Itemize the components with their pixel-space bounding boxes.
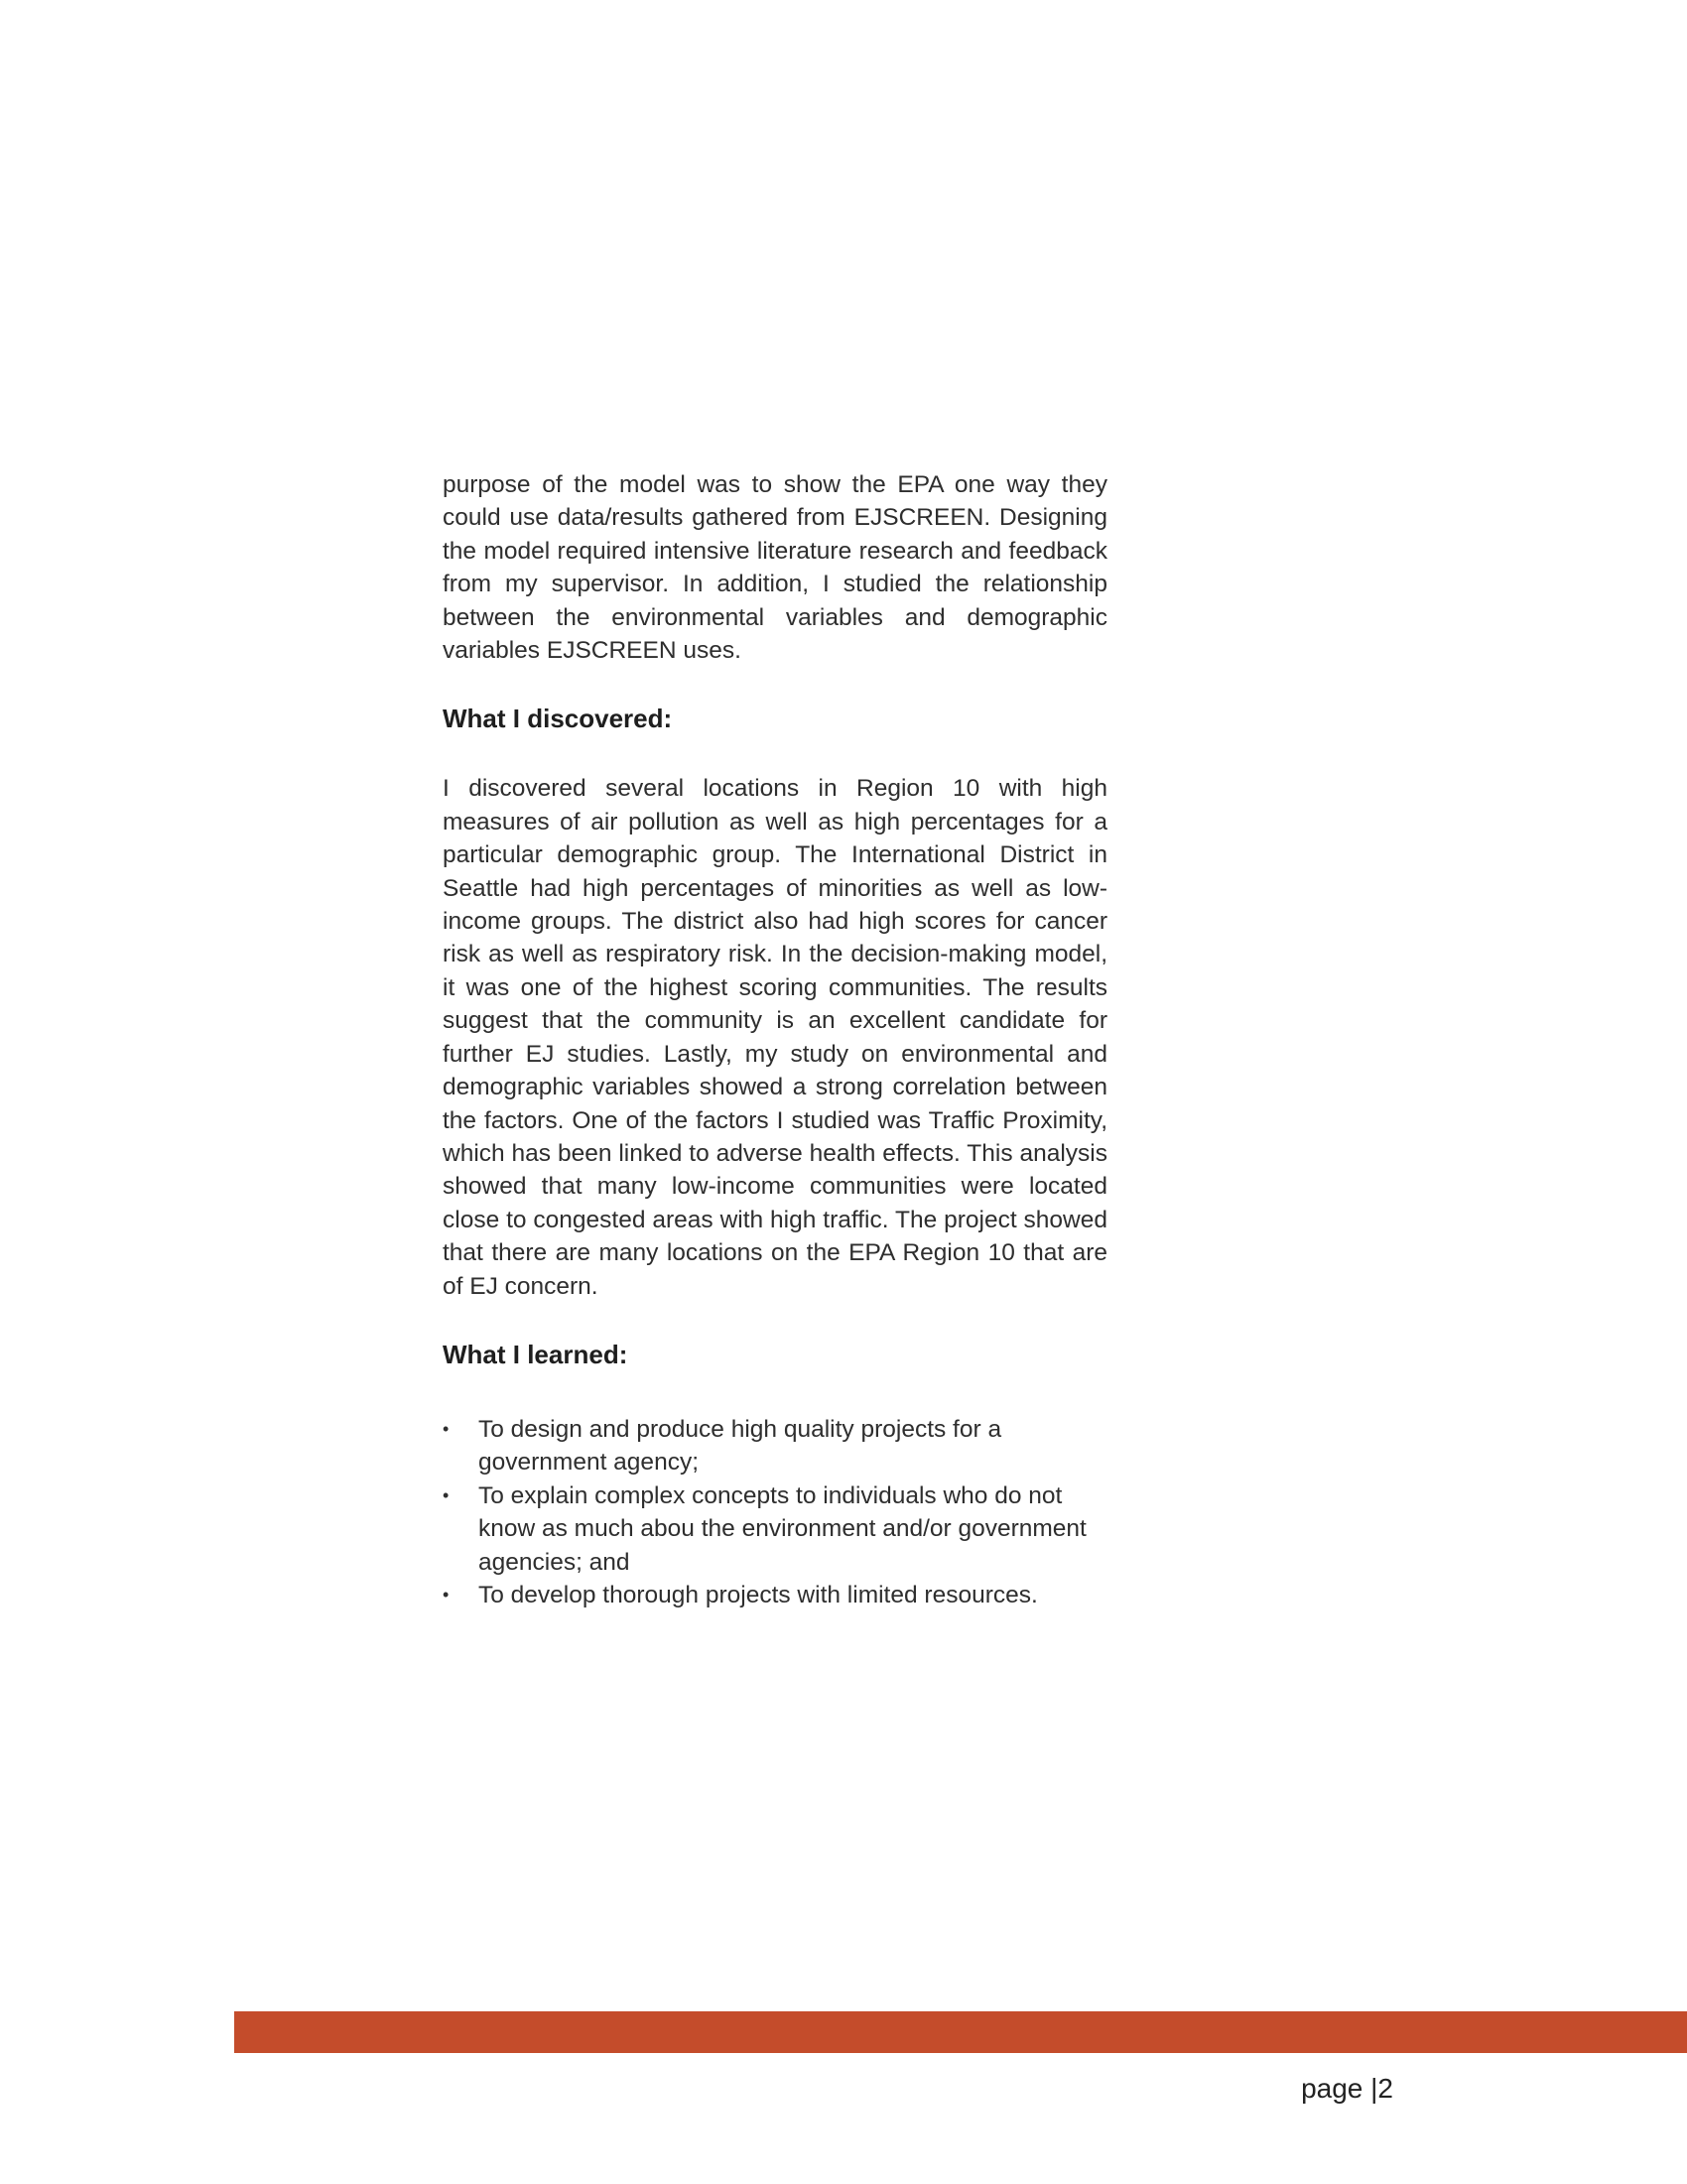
bullet-icon: • bbox=[443, 1418, 450, 1439]
footer-accent-bar bbox=[234, 2011, 1687, 2053]
section-heading-discovered: What I discovered: bbox=[443, 704, 673, 734]
list-item bbox=[443, 1579, 1098, 1611]
bullet-icon: • bbox=[443, 1584, 450, 1605]
page-number: page |2 bbox=[1301, 2073, 1393, 2104]
list-item bbox=[443, 1479, 1098, 1579]
list-item-text: To develop thorough projects with limited resources. bbox=[478, 1581, 1038, 1608]
bullet-icon: • bbox=[443, 1484, 450, 1505]
learned-list bbox=[443, 1413, 1098, 1611]
intro-paragraph: purpose of the model was to show the EPA one way they could use data/results gathered from EJSCREEN. Designing the model required intensive literature research and feedback from my supervisor. In addition, I studied the relationship between the environmental variables and demographic variables EJSCREEN uses. bbox=[443, 471, 1107, 665]
section-heading-learned: What I learned: bbox=[443, 1339, 628, 1369]
list-item bbox=[443, 1413, 1098, 1479]
discovered-paragraph: I discovered several locations in Region 10 with high measures of air pollution as well as high percentages for a particular demographic group. The International District in Seattle had high percentages of minorities as well as low-income groups. The district also had high scores for cancer risk as well as respiratory risk. In the decision-making model, it was one of the highest scoring communities. The results suggest that the community is an excellent candidate for further EJ studies. Lastly, my study on environmental and demographic variables showed a strong correlation between the factors. One of the factors I studied was Traffic Proximity, which has been linked to adverse health effects. This analysis showed that many low-income communities were located close to congested areas with high traffic. The project showed that there are many locations on the EPA Region 10 that are of EJ concern. bbox=[443, 775, 1107, 1300]
list-item-text: To design and produce high quality projects for a government agency; bbox=[478, 1415, 1002, 1477]
document-body bbox=[443, 468, 1107, 1611]
list-item-text: To explain complex concepts to individuals who do not know as much abou the environment and/or government agencies; and bbox=[478, 1481, 1087, 1576]
